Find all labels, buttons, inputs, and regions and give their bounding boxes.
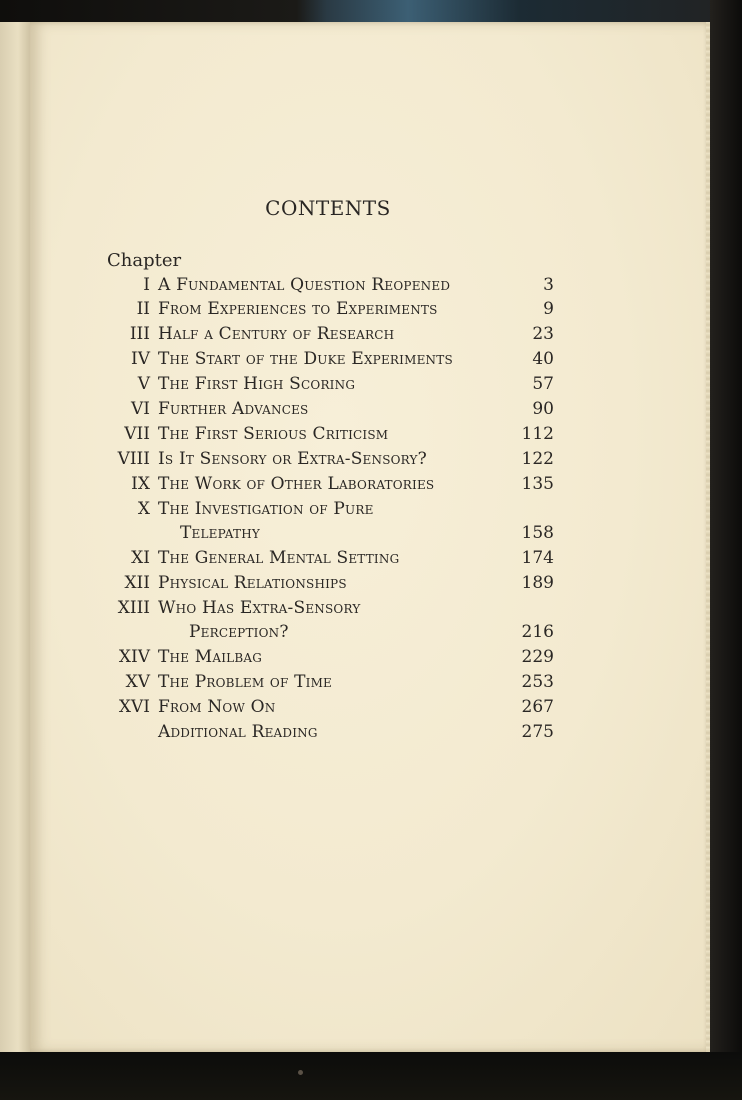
chapter-number: IX bbox=[131, 474, 150, 494]
toc-entry bbox=[0, 347, 742, 371]
toc-entry-continuation bbox=[0, 521, 742, 545]
chapter-number: V bbox=[137, 374, 150, 394]
toc-entry bbox=[0, 422, 742, 446]
chapter-title: Who Has Extra-Sensory bbox=[158, 598, 361, 618]
toc-entry bbox=[0, 297, 742, 321]
chapter-title: Half a Century of Research bbox=[158, 324, 395, 344]
toc-entry bbox=[0, 497, 742, 521]
toc-entry bbox=[0, 546, 742, 570]
scan-bottom-border bbox=[0, 1052, 742, 1100]
chapter-title: The Work of Other Laboratories bbox=[158, 474, 435, 494]
chapter-number: III bbox=[129, 324, 150, 344]
chapter-number: XVI bbox=[118, 697, 150, 717]
chapter-number: XII bbox=[124, 573, 150, 593]
chapter-title: A Fundamental Question Reopened bbox=[158, 275, 451, 295]
chapter-title: The First High Scoring bbox=[158, 374, 356, 394]
chapter-column-label: Chapter bbox=[107, 250, 182, 271]
page-number: 267 bbox=[521, 697, 554, 717]
toc-entry bbox=[0, 322, 742, 346]
page-number: 3 bbox=[543, 275, 554, 295]
chapter-number: XIV bbox=[118, 647, 150, 667]
page-number: 57 bbox=[532, 374, 554, 394]
page-number: 9 bbox=[543, 299, 554, 319]
chapter-title-continuation: Telepathy bbox=[180, 523, 261, 543]
toc-entry bbox=[0, 571, 742, 595]
chapter-number: IV bbox=[131, 349, 150, 369]
contents-heading: CONTENTS bbox=[265, 196, 391, 220]
page-number: 253 bbox=[521, 672, 554, 692]
page-number: 122 bbox=[521, 449, 554, 469]
toc-entry bbox=[0, 372, 742, 396]
chapter-number: VII bbox=[124, 424, 150, 444]
page-number: 158 bbox=[521, 523, 554, 543]
page-number: 135 bbox=[521, 474, 554, 494]
page-number: 112 bbox=[521, 424, 554, 444]
toc-entry bbox=[0, 695, 742, 719]
chapter-title: The Start of the Duke Experiments bbox=[158, 349, 453, 369]
chapter-title: Physical Relationships bbox=[158, 573, 347, 593]
chapter-number: VIII bbox=[117, 449, 150, 469]
dust-speck bbox=[298, 1070, 303, 1075]
chapter-number: I bbox=[143, 275, 150, 295]
chapter-number: XV bbox=[125, 672, 150, 692]
toc-entry bbox=[0, 447, 742, 471]
chapter-title: The First Serious Criticism bbox=[158, 424, 389, 444]
toc-entry bbox=[0, 670, 742, 694]
chapter-number: X bbox=[137, 499, 150, 519]
chapter-title-continuation: Perception? bbox=[189, 622, 289, 642]
toc-entry bbox=[0, 397, 742, 421]
toc-entry bbox=[0, 596, 742, 620]
chapter-title: From Now On bbox=[158, 697, 276, 717]
chapter-title: Additional Reading bbox=[158, 722, 318, 742]
chapter-number: XIII bbox=[117, 598, 150, 618]
page-number: 229 bbox=[521, 647, 554, 667]
toc-entry-continuation bbox=[0, 620, 742, 644]
chapter-number: XI bbox=[131, 548, 150, 568]
chapter-title: The Problem of Time bbox=[158, 672, 333, 692]
chapter-title: The Investigation of Pure bbox=[158, 499, 374, 519]
chapter-title: From Experiences to Experiments bbox=[158, 299, 438, 319]
chapter-title: Is It Sensory or Extra-Sensory? bbox=[158, 449, 427, 469]
chapter-number: VI bbox=[131, 399, 150, 419]
scan-top-border bbox=[0, 0, 742, 22]
page-number: 174 bbox=[521, 548, 554, 568]
page-number: 23 bbox=[532, 324, 554, 344]
chapter-title: The General Mental Setting bbox=[158, 548, 400, 568]
page-number: 189 bbox=[521, 573, 554, 593]
page-number: 275 bbox=[521, 722, 554, 742]
toc-entry bbox=[0, 645, 742, 669]
toc-entry bbox=[0, 472, 742, 496]
chapter-number: II bbox=[136, 299, 150, 319]
page-number: 216 bbox=[521, 622, 554, 642]
toc-entry bbox=[0, 720, 742, 744]
page-number: 40 bbox=[532, 349, 554, 369]
page-number: 90 bbox=[532, 399, 554, 419]
toc-entry bbox=[0, 273, 742, 297]
chapter-title: The Mailbag bbox=[158, 647, 263, 667]
chapter-title: Further Advances bbox=[158, 399, 309, 419]
